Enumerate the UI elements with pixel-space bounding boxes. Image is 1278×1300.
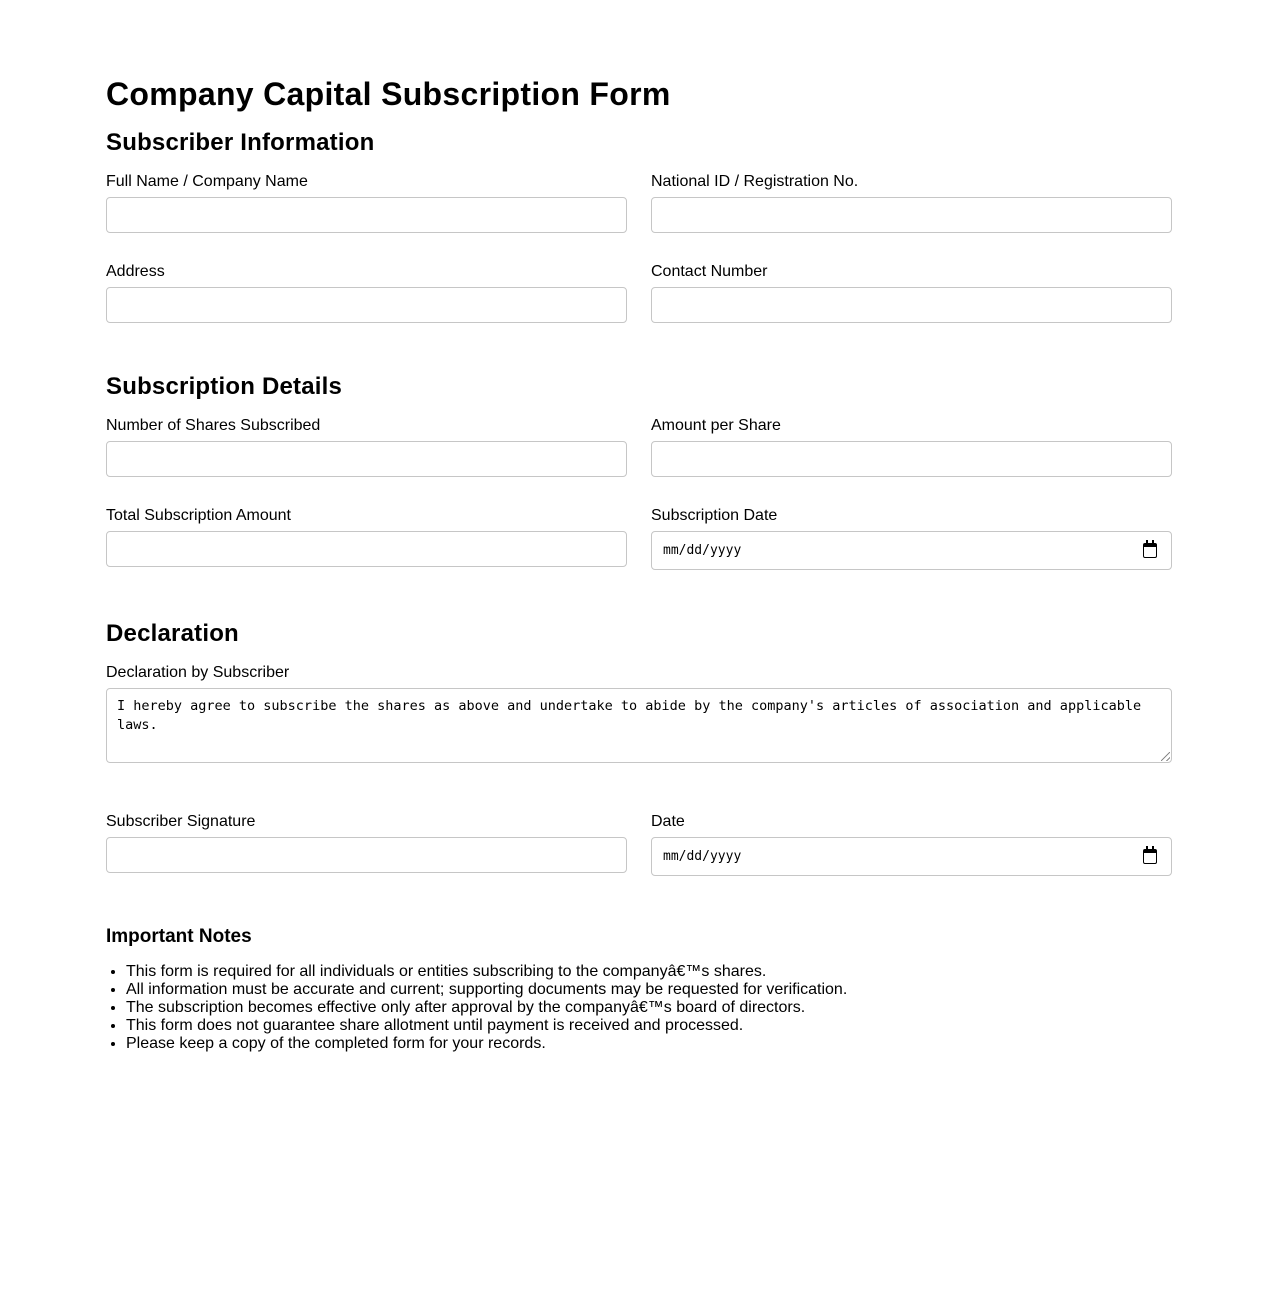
total-amount-label: Total Subscription Amount bbox=[106, 507, 291, 524]
shares-subscribed-label: Number of Shares Subscribed bbox=[106, 417, 321, 434]
resize-grip-icon[interactable] bbox=[1161, 752, 1170, 761]
declaration-date-placeholder: mm/dd/yyyy bbox=[663, 849, 742, 864]
list-item: • The subscription becomes effective only after approval by the companyâ€™s board of directors. bbox=[126, 999, 847, 1017]
subscription-date-input[interactable] bbox=[651, 531, 1172, 570]
page-title: Company Capital Subscription Form bbox=[106, 76, 671, 112]
important-notes-title: Important Notes bbox=[106, 926, 252, 947]
subscription-date-label: Subscription Date bbox=[651, 507, 778, 524]
section-title-declaration: Declaration bbox=[106, 620, 239, 647]
declaration-date-input[interactable] bbox=[651, 837, 1172, 876]
signature-label: Subscriber Signature bbox=[106, 813, 256, 830]
subscription-date-placeholder: mm/dd/yyyy bbox=[663, 543, 742, 558]
contact-number-label: Contact Number bbox=[651, 263, 768, 280]
national-id-input[interactable] bbox=[651, 197, 1172, 233]
list-item: • All information must be accurate and current; supporting documents may be requested for verification. bbox=[126, 981, 847, 999]
calendar-icon[interactable] bbox=[1143, 543, 1157, 558]
list-item: • This form does not guarantee share allotment until payment is received and processed. bbox=[126, 1017, 847, 1035]
contact-number-input[interactable] bbox=[651, 287, 1172, 323]
important-notes-list bbox=[106, 963, 847, 1053]
address-input[interactable] bbox=[106, 287, 627, 323]
declaration-textarea[interactable] bbox=[106, 688, 1172, 763]
signature-input[interactable] bbox=[106, 837, 627, 873]
amount-per-share-label: Amount per Share bbox=[651, 417, 781, 434]
total-amount-input[interactable] bbox=[106, 531, 627, 567]
section-title-subscriber-info: Subscriber Information bbox=[106, 129, 375, 156]
full-name-input[interactable] bbox=[106, 197, 627, 233]
national-id-label: National ID / Registration No. bbox=[651, 173, 859, 190]
shares-subscribed-input[interactable] bbox=[106, 441, 627, 477]
section-title-subscription-details: Subscription Details bbox=[106, 373, 343, 400]
address-label: Address bbox=[106, 263, 165, 280]
calendar-icon[interactable] bbox=[1143, 849, 1157, 864]
list-item: • Please keep a copy of the completed form for your records. bbox=[126, 1035, 847, 1053]
declaration-label: Declaration by Subscriber bbox=[106, 664, 290, 681]
full-name-label: Full Name / Company Name bbox=[106, 173, 308, 190]
amount-per-share-input[interactable] bbox=[651, 441, 1172, 477]
declaration-date-label: Date bbox=[651, 813, 685, 830]
list-item: • This form is required for all individuals or entities subscribing to the companyâ€™s shares. bbox=[126, 963, 847, 981]
